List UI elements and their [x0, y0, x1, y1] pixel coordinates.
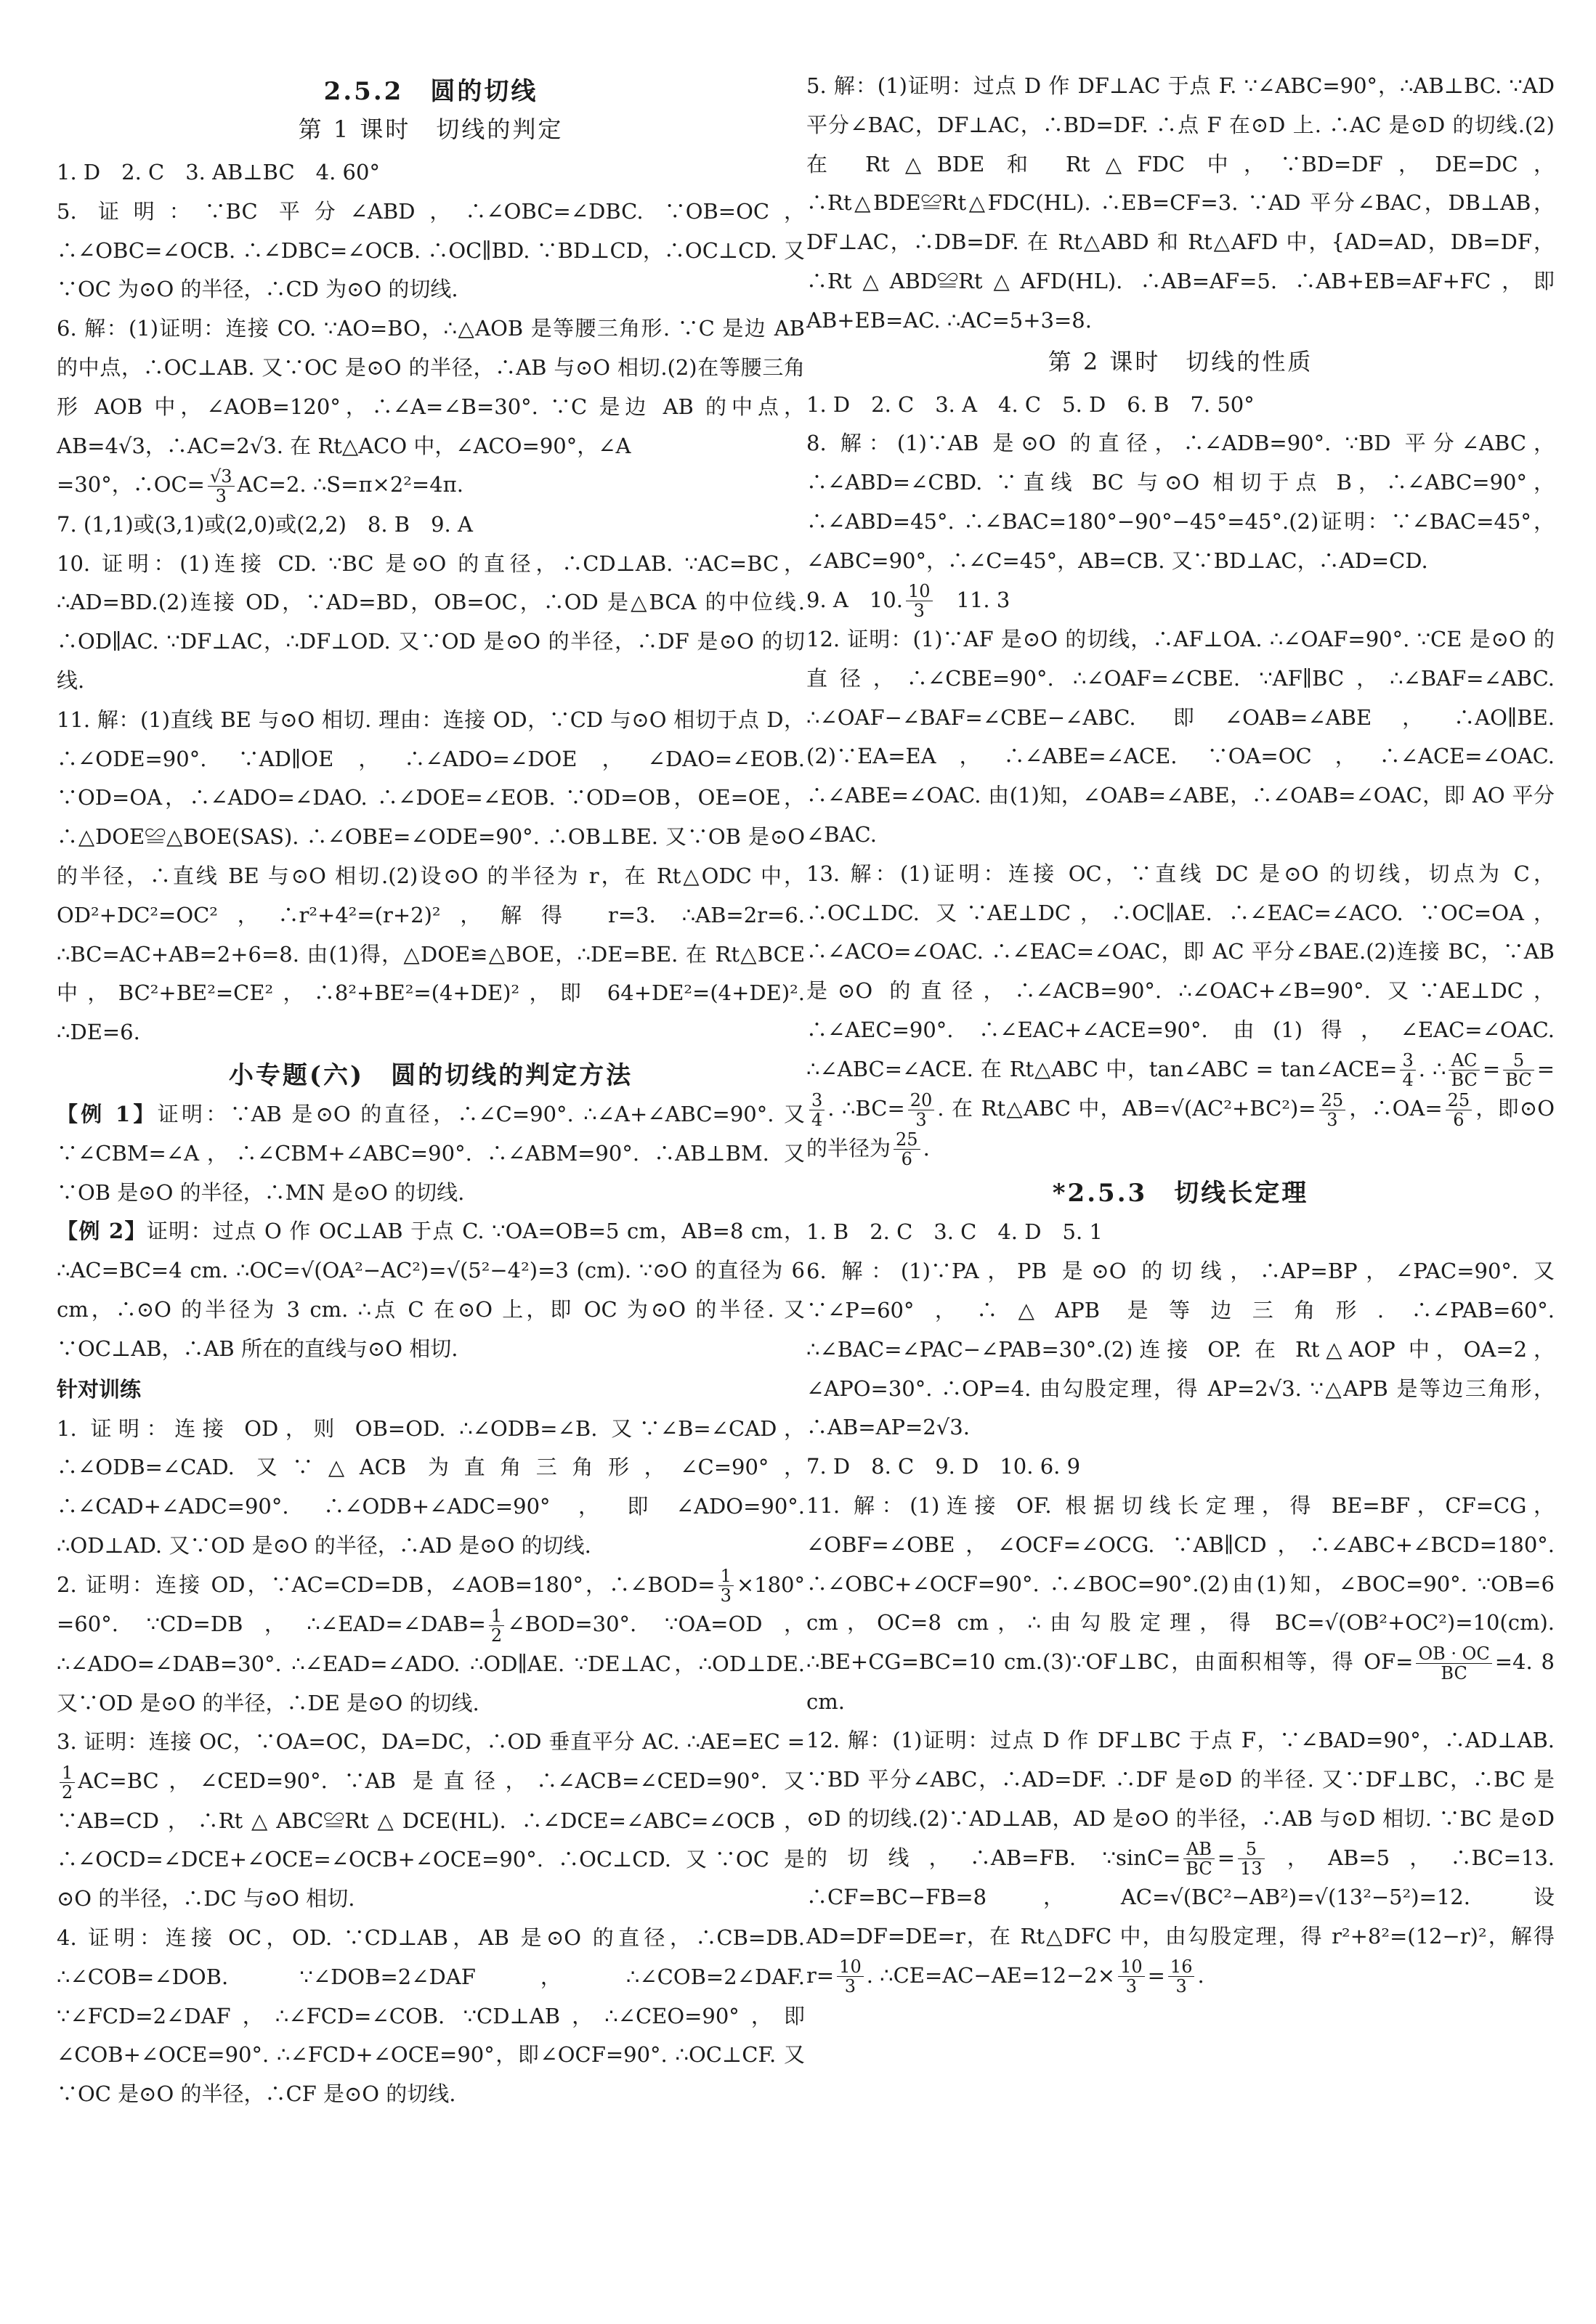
q11-text-a: 11. 解：(1)连接 OF. 根据切线长定理，得 BE=BF，CF=CG，∠OBF=∠OBE，∠OCF=∠OCG. ∵AB∥CD，∴∠ABC+∠BCD=180°. ∴∠OBC+∠OCF=90°. ∴∠BOC=90°.(2)由(1)知，∠BOC=90°. ∵OB=6 cm，OC=8 cm，∴由勾股定理，得 BC=√(OB²+OC²)=10(cm). ∴BE+CG=BC=10 cm.(3)∵OF⊥BC，由面积相等，得 OF= — [806, 1492, 1555, 1675]
q13-text-f: . 在 Rt△ABC 中，AB=√(AC²+BC²)= — [937, 1096, 1316, 1121]
question-5: 5. 证明：∵BC 平分∠ABD，∴∠OBC=∠DBC. ∵OB=OC，∴∠OBC=∠OCB. ∴∠DBC=∠OCB. ∴OC∥BD. ∵BD⊥CD，∴OC⊥CD. 又∵OC 为⊙O 的半径，∴CD 为⊙O 的切线. — [57, 198, 805, 302]
example-2 — [57, 1212, 805, 1368]
drill-3 — [57, 1723, 805, 1919]
frac-num: 20 — [908, 1091, 935, 1110]
answers-9-10-text: 9. A 10. — [806, 587, 903, 612]
q6-text-1: =30°，∴OC= — [57, 472, 205, 497]
question-6-part-a: 6. 解：(1)证明：连接 CO. ∵AO=BO，∴△AOB 是等腰三角形. ∵C 是边 AB 的中点，∴OC⊥AB. 又∵OC 是⊙O 的半径，∴AB 与⊙O 相切.(2)在等腰三角形 AOB 中，∠AOB=120°，∴∠A=∠B=30°. ∵C 是边 AB 的中点，AB=4√3，∴AC=2√3. 在 Rt△ACO 中，∠ACO=90°，∠A — [57, 316, 805, 458]
q13-frac-5 — [908, 1091, 935, 1129]
drill-2-frac-1 — [718, 1567, 734, 1605]
frac-den: 3 — [913, 601, 925, 622]
drill-2-text-b: ×180° =60°. ∵CD=DB，∴∠EAD=∠DAB= — [57, 1572, 805, 1637]
frac-num: AB — [1183, 1840, 1214, 1859]
drill-1: 1. 证明：连接 OD，则 OB=OD. ∴∠ODB=∠B. 又∵∠B=∠CAD，∴∠ODB=∠CAD. 又∵△ACB 为直角三角形，∠C=90°，∴∠CAD+∠ADC=90°. ∴∠ODB+∠ADC=90°，即∠ADO=90°. ∴OD⊥AD. 又∵OD 是⊙O 的半径，∴AD 是⊙O 的切线. — [57, 1415, 805, 1558]
question-10: 10. 证明：(1)连接 CD. ∵BC 是⊙O 的直径，∴CD⊥AB. ∵AC=BC，∴AD=BD.(2)连接 OD，∵AD=BD，OB=OC，∴OD 是△BCA 的中位线. ∴OD∥AC. ∵DF⊥AC，∴DF⊥OD. 又∵OD 是⊙O 的半径，∴DF 是⊙O 的切线. — [57, 550, 805, 694]
q13-text-a: 13. 解：(1)证明：连接 OC，∵直线 DC 是⊙O 的切线，切点为 C，∴OC⊥DC. 又∵AE⊥DC，∴OC∥AE. ∴∠EAC=∠ACO. ∵OC=OA，∴∠ACO=∠OAC. ∴∠EAC=∠OAC，即 AC 平分∠BAE.(2)连接 BC，∵AB 是⊙O 的直径，∴∠ACB=90°. ∴∠OAC+∠B=90°. 又∵AE⊥DC，∴∠AEC=90°. ∴∠EAC+∠ACE=90°. 由(1)得，∠EAC=∠OAC. ∴∠ABC=∠ACE. 在 Rt△ABC 中，tan∠ABC = tan∠ACE= — [806, 861, 1555, 1081]
drill-2-text-a: 2. 证明：连接 OD，∵AC=CD=DB，∠AOB=180°，∴∠BOD= — [57, 1572, 716, 1597]
q12-frac-3 — [837, 1957, 864, 1996]
q6-frac-den: 3 — [215, 485, 227, 506]
drill-4: 4. 证明：连接 OC，OD. ∵CD⊥AB，AB 是⊙O 的直径，∴CB=DB. ∴∠COB=∠DOB. ∵∠DOB=2∠DAF，∴∠COB=2∠DAF. ∵∠FCD=2∠DAF，∴∠FCD=∠COB. ∵CD⊥AB，∴∠CEO=90°，即∠COB+∠OCE=90°. ∴∠FCD+∠OCE=90°，即∠OCF=90°. ∴OC⊥CF. 又∵OC 是⊙O 的半径，∴CF 是⊙O 的切线. — [57, 1925, 805, 2107]
question-11: 11. 解：(1)直线 BE 与⊙O 相切. 理由：连接 OD，∵CD 与⊙O 相切于点 D，∴∠ODE=90°. ∵AD∥OE，∴∠ADO=∠DOE，∠DAO=∠EOB. ∵OD=OA，∴∠ADO=∠DAO. ∴∠DOE=∠EOB. ∵OD=OB，OE=OE，∴△DOE≌△BOE(SAS). ∴∠OBE=∠ODE=90°. ∴OB⊥BE. 又∵OB 是⊙O 的半径，∴直线 BE 与⊙O 相切.(2)设⊙O 的半径为 r，在 Rt△ODC 中，OD²+DC²=OC²，∴r²+4²=(r+2)²，解得 r=3. ∴AB=2r=6. ∴BC=AC+AB=2+6=8. 由(1)得，△DOE≌△BOE，∴DE=BE. 在 Rt△BCE 中，BC²+BE²=CE²，∴8²+BE²=(4+DE)²，即 64+DE²=(4+DE)². ∴DE=6. — [57, 707, 805, 1045]
example-2-label: 【例 2】 — [57, 1219, 147, 1244]
q12-text-f: . — [1197, 1962, 1204, 1988]
q13-frac-6 — [1319, 1091, 1346, 1129]
q12-frac-4 — [1118, 1957, 1145, 1996]
frac-den: 3 — [844, 1976, 856, 1997]
drill-3-text-a: 3. 证明：连接 OC，∵OA=OC，DA=DC，∴OD 垂直平分 AC. ∴AE=EC = — [57, 1729, 805, 1755]
frac-num: OB · OC — [1416, 1644, 1491, 1664]
q12-frac-2 — [1238, 1840, 1265, 1878]
q12-text-b: = — [1217, 1845, 1236, 1870]
question-8: 8. 解：(1)∵AB 是⊙O 的直径，∴∠ADB=90°. ∵BD 平分∠ABC，∴∠ABD=∠CBD. ∵直线 BC 与⊙O 相切于点 B，∴∠ABC=90°，∴∠ABD=45°. ∴∠BAC=180°−90°−45°=45°.(2)证明：∵∠BAC=45°，∠ABC=90°，∴∠C=45°，AB=CB. 又∵BD⊥AC，∴AD=CD. — [806, 431, 1555, 573]
q12-text-d: . ∴CE=AC−AE=12−2× — [866, 1962, 1116, 1988]
q12-text-e: = — [1147, 1962, 1165, 1988]
lesson-2-title: 第 2 课时 切线的性质 — [1048, 347, 1313, 375]
q13-frac-1 — [1400, 1051, 1415, 1089]
frac-den: BC — [1451, 1070, 1478, 1091]
question-6-right: 6. 解：(1)∵PA，PB 是⊙O 的切线，∴AP=BP，∠PAC=90°. 又∵∠P=60°，∴△APB 是等边三角形. ∴∠PAB=60°. ∴∠BAC=∠PAC−∠PAB=30°.(2)连接 OP. 在 Rt△AOP 中，OA=2，∠APO=30°. ∴OP=4. 由勾股定理，得 AP=2√3. ∵△APB 是等边三角形，∴AB=AP=2√3. — [806, 1259, 1555, 1440]
frac-num: 1 — [718, 1567, 734, 1586]
drill-2-text-c: ∠BOD=30°. ∵OA=OD，∴∠ADO=∠DAB=30°. ∴∠EAD=∠ADO. ∴OD∥AE. ∵DE⊥AC，∴OD⊥DE. 又∵OD 是⊙O 的半径，∴DE 是⊙O 的切线. — [57, 1612, 805, 1715]
frac-den: BC — [1441, 1662, 1467, 1683]
frac-num: 25 — [1446, 1091, 1473, 1110]
frac-den: 4 — [811, 1109, 823, 1130]
answer-11-text: 11. 3 — [956, 587, 1010, 612]
frac-num: 5 — [1238, 1840, 1265, 1859]
frac-num: 10 — [1118, 1957, 1145, 1977]
q13-text-d: = — [1536, 1056, 1555, 1081]
frac-num: AC — [1449, 1051, 1479, 1070]
frac-den: 6 — [901, 1149, 912, 1170]
frac-den: 3 — [720, 1585, 732, 1606]
section-title-2-5-3: *2.5.3 切线长定理 — [1052, 1179, 1309, 1208]
q11-frac — [1416, 1644, 1491, 1683]
q6-fraction — [208, 467, 235, 505]
frac-den: 3 — [1125, 1976, 1137, 1997]
q11-text-b: =4. 8 cm. — [806, 1649, 1555, 1714]
frac-num: 1 — [489, 1606, 504, 1626]
q12-text-c: ，AB=5，∴BC=13. ∴CF=BC−FB=8，AC=√(BC²−AB²)=√(13²−5²)=12. 设 AD=DF=DE=r，在 Rt△DFC 中，由勾股定理，得 r²+8²=(12−r)²，解得 r= — [806, 1845, 1555, 1988]
answers-7-9: 7. (1,1)或(3,1)或(2,0)或(2,2) 8. B 9. A — [57, 511, 473, 537]
example-1-text: 证明：∵AB 是⊙O 的直径，∴∠C=90°. ∴∠A+∠ABC=90°. 又∵∠CBM=∠A，∴∠CBM+∠ABC=90°. ∴∠ABM=90°. ∴AB⊥BM. 又∵OB 是⊙O 的半径，∴MN 是⊙O 的切线. — [57, 1102, 805, 1205]
frac-den: 13 — [1240, 1858, 1263, 1880]
drill-3-text-b: AC=BC，∠CED=90°. ∵AB 是直径，∴∠ACB=∠CED=90°. 又∵AB=CD，∴Rt△ABC≌Rt△DCE(HL). ∴∠DCE=∠ABC=∠OCB，∴∠OCD=∠DCE+∠OCE=∠OCB+∠OCE=90°. ∴OC⊥CD. 又∵OC 是⊙O 的半径，∴DC 与⊙O 相切. — [57, 1768, 805, 1911]
frac-den: 3 — [1175, 1976, 1187, 1997]
frac-num: 3 — [809, 1091, 825, 1110]
frac-den: 2 — [62, 1781, 73, 1803]
frac-num: 25 — [1319, 1091, 1346, 1110]
answer-10-frac — [906, 582, 933, 620]
q6-text-2: AC=2. ∴S=π×2²=4π. — [237, 472, 463, 497]
frac-den: 4 — [1402, 1070, 1414, 1091]
q13-frac-4 — [809, 1091, 825, 1129]
frac-num: 10 — [837, 1957, 864, 1977]
question-12-right — [806, 1721, 1555, 1996]
q12-text-a: 12. 解：(1)证明：过点 D 作 DF⊥BC 于点 F，∵∠BAD=90°，∴AD⊥AB. ∵BD 平分∠ABC，∴AD=DF. ∴DF 是⊙D 的半径. 又∵DF⊥BC，∴BC 是⊙D 的切线.(2)∵AD⊥AB，AD 是⊙O 的半径，∴AB 与⊙D 相切. ∵BC 是⊙D 的切线，∴AB=FB. ∵sinC= — [806, 1728, 1555, 1870]
drill-2 — [57, 1566, 805, 1723]
frac-num: 10 — [906, 582, 933, 601]
frac-den: BC — [1505, 1070, 1532, 1091]
q13-frac-2 — [1449, 1051, 1479, 1089]
question-5-right: 5. 解：(1)证明：过点 D 作 DF⊥AC 于点 F. ∵∠ABC=90°，∴AB⊥BC. ∵AD 平分∠BAC，DF⊥AC，∴BD=DF. ∴点 F 在⊙D 上. ∴AC 是⊙D 的切线.(2)在 Rt△BDE 和 Rt△FDC 中，∵BD=DF，DE=DC，∴Rt△BDE≌Rt△FDC(HL). ∴EB=CF=3. ∵AD 平分∠BAC，DB⊥AB，DF⊥AC，∴DB=DF. 在 Rt△ABD 和 Rt△AFD 中，{AD=AD，DB=DF，∴Rt△ABD≌Rt△AFD(HL). ∴AB=AF=5. ∴AB+EB=AF+FC，即 AB+EB=AC. ∴AC=5+3=8. — [806, 73, 1555, 333]
section-title-2-5-2: 2.5.2 圆的切线 — [323, 77, 538, 106]
right-column — [806, 67, 1555, 1996]
answers3-1-5: 1. B 2. C 3. C 4. D 5. 1 — [806, 1219, 1103, 1245]
question-13 — [806, 855, 1555, 1169]
drill-title: 针对训练 — [57, 1376, 142, 1402]
frac-num: 5 — [1503, 1051, 1534, 1070]
drill-2-frac-2 — [489, 1606, 504, 1645]
frac-den: 6 — [1453, 1109, 1465, 1130]
answers-1-4: 1. D 2. C 3. AB⊥BC 4. 60° — [57, 160, 380, 184]
q13-text-h: ，即⊙O 的半径为 — [806, 1096, 1555, 1161]
frac-num: 1 — [60, 1763, 75, 1783]
q13-text-b: . ∴ — [1418, 1056, 1446, 1081]
q13-text-i: . — [923, 1135, 930, 1161]
question-6-part-b — [57, 466, 805, 505]
example-1 — [57, 1095, 805, 1212]
q13-frac-7 — [1446, 1091, 1473, 1129]
lesson-1-title: 第 1 课时 切线的判定 — [298, 115, 564, 143]
q13-text-c: = — [1482, 1056, 1501, 1081]
example-1-label: 【例 1】 — [57, 1102, 158, 1127]
frac-den: 2 — [490, 1625, 503, 1646]
frac-num: 3 — [1400, 1051, 1415, 1070]
question-12: 12. 证明：(1)∵AF 是⊙O 的切线，∴AF⊥OA. ∴∠OAF=90°. ∵CE 是⊙O 的直径，∴∠CBE=90°. ∴∠OAF=∠CBE. ∵AF∥BC，∴∠BAF=∠ABC. ∴∠OAF−∠BAF=∠CBE−∠ABC. 即∠OAB=∠ABE，∴AO∥BE.(2)∵EA=EA，∴∠ABE=∠ACE. ∵OA=OC，∴∠ACE=∠OAC. ∴∠ABE=∠OAC. 由(1)知，∠OAB=∠ABE，∴∠OAB=∠OAC，即 AO 平分∠BAC. — [806, 627, 1555, 848]
answers-9-11 — [806, 581, 1555, 621]
q12-frac-1 — [1183, 1840, 1214, 1878]
frac-den: BC — [1186, 1858, 1212, 1880]
q13-frac-3 — [1503, 1051, 1534, 1089]
q13-frac-8 — [894, 1130, 920, 1169]
frac-den: 3 — [1326, 1109, 1338, 1130]
q12-frac-5 — [1168, 1957, 1195, 1996]
frac-den: 3 — [915, 1109, 927, 1130]
drill-3-frac — [60, 1763, 75, 1802]
left-column — [57, 67, 805, 2114]
answers2-1-7: 1. D 2. C 3. A 4. C 5. D 6. B 7. 50° — [806, 391, 1255, 417]
topic-title: 小专题(六) 圆的切线的判定方法 — [228, 1061, 633, 1091]
frac-num: 25 — [894, 1130, 920, 1150]
frac-num: 16 — [1168, 1957, 1195, 1977]
q13-text-e: . ∴BC= — [827, 1096, 905, 1121]
question-11-right — [806, 1487, 1555, 1721]
q6-frac-num: √3 — [208, 467, 235, 487]
example-2-text: 证明：过点 O 作 OC⊥AB 于点 C. ∵OA=OB=5 cm，AB=8 cm，∴AC=BC=4 cm. ∴OC=√(OA²−AC²)=√(5²−4²)=3 (cm). ∵⊙O 的直径为 6 cm，∴⊙O 的半径为 3 cm. ∴点 C 在⊙O 上，即 OC 为⊙O 的半径. 又∵OC⊥AB，∴AB 所在的直线与⊙O 相切. — [57, 1219, 805, 1361]
answers3-7-10: 7. D 8. C 9. D 10. 6. 9 — [806, 1454, 1081, 1479]
q13-text-g: ，∴OA= — [1348, 1096, 1443, 1121]
